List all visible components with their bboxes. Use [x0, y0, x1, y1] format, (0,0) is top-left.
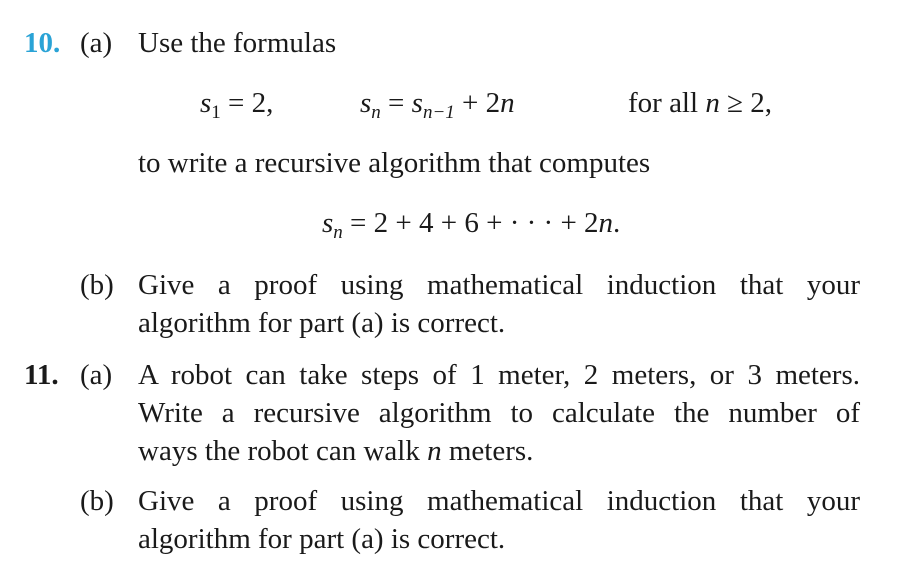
problem-11a-line-2: Write a recursive algorithm to calculate the number of — [138, 397, 860, 429]
formula-s1: $s_1 = 2$, — [200, 87, 274, 123]
formula-condition: for all n ≥ 2, — [628, 87, 772, 119]
problem-10b-label: (b) — [80, 269, 114, 301]
problem-11b-label: (b) — [80, 485, 114, 517]
problem-11a-line-3: ways the robot can walk n meters. — [138, 435, 534, 467]
problem-10b-line-2: algorithm for part (a) is correct. — [138, 307, 506, 339]
problem-11b-line-1: Give a proof using mathematical induction that your — [138, 485, 860, 517]
problem-10b-line-1: Give a proof using mathematical induction that your — [138, 269, 860, 301]
problem-11b-line-2: algorithm for part (a) is correct. — [138, 523, 506, 555]
problem-10a-label: (a) — [80, 27, 113, 59]
problem-10a-intro: Use the formulas — [138, 27, 337, 59]
problem-10a-continuation: to write a recursive algorithm that computes — [138, 147, 651, 179]
problem-11a-line-1: A robot can take steps of 1 meter, 2 meters, or 3 meters. — [138, 359, 860, 391]
formula-sum: $s_n = 2 + 4 + 6$ + · · · + 2n. — [322, 207, 621, 243]
problem-11a-label: (a) — [80, 359, 113, 391]
problem-10-number: 10. — [24, 27, 61, 59]
problem-11-number: 11. — [24, 359, 59, 391]
formula-sn-recursive: $s_n = s_{n-1} + 2n$ — [360, 87, 515, 123]
